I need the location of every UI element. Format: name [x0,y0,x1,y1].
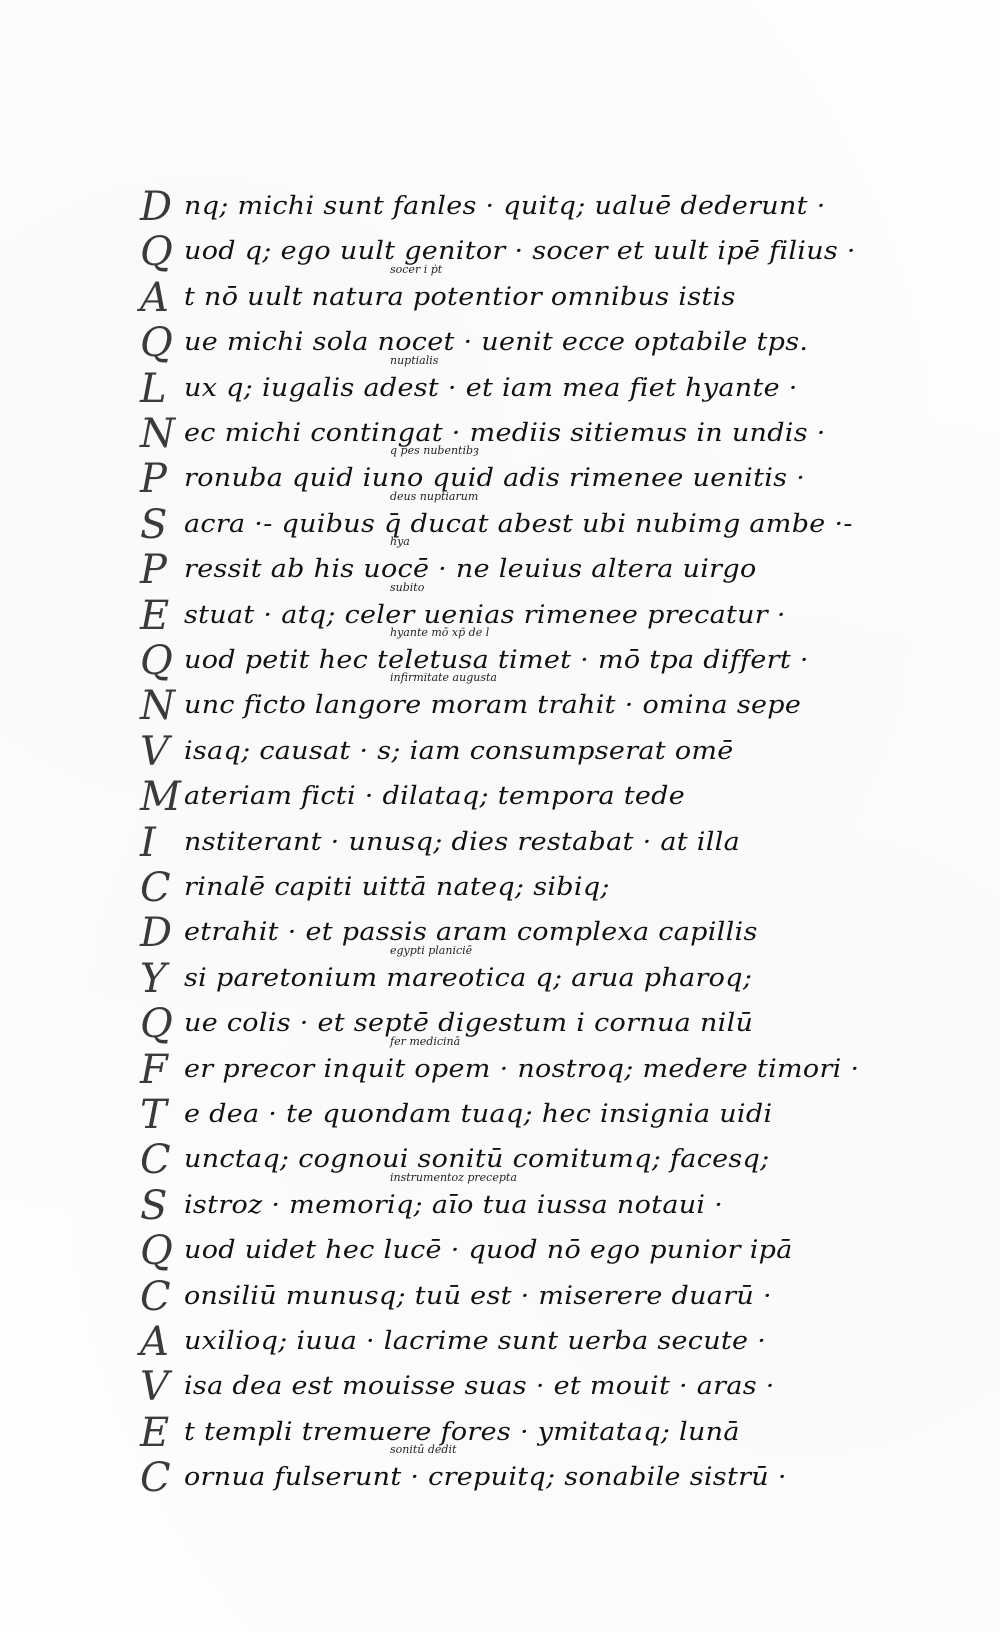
initial-letter: V [140,1364,169,1411]
interlinear-gloss: hyante mō xp̄ de l [390,626,490,639]
initial-letter: A [140,1319,169,1365]
line-text: ornua fulserunt · crepuitq; sonabile sistrū · [184,1463,787,1492]
manuscript-line [140,185,960,231]
line-text: ec michi contingat · mediis sitiemus in undis · [184,418,826,448]
initial-letter: Q [140,1001,173,1048]
line-text: isa dea est mouisse suas · et mouit · aras · [184,1372,775,1401]
manuscript-line [140,671,960,730]
line-text: istroz · memoriq; aīo tua iussa notaui · [184,1190,724,1220]
initial-letter: Q [140,1228,173,1275]
manuscript-line [140,821,960,867]
initial-letter: A [140,274,169,321]
manuscript-line [140,943,960,1003]
line-text: isaq; causat · s; iam consumpserat omē [184,736,734,766]
initial-letter: C [140,1137,171,1184]
manuscript-line [140,412,960,458]
line-text: etrahit · et passis aram complexa capillis [184,918,758,947]
interlinear-gloss: nuptialis [390,353,439,367]
manuscript-line [140,1034,960,1094]
manuscript-line [140,1170,960,1230]
line-text: er precor inquit opem · nostroq; medere timori · [184,1054,860,1084]
line-text: ue michi sola nocet · uenit ecce optabile tps. [184,328,809,357]
initial-letter: M [140,774,181,821]
initial-letter: S [140,501,168,548]
line-text: nq; michi sunt fanles · quitq; ualuē dederunt · [184,191,826,221]
manuscript-line [140,775,960,821]
manuscript-line [140,262,960,322]
manuscript-line [140,1093,960,1139]
manuscript-line [140,1229,960,1275]
initial-letter: Q [140,229,173,276]
line-text: t nō uult natura potentior omnibus istis [184,282,736,312]
interlinear-gloss: socer i ṗt [390,262,443,276]
manuscript-line [140,580,960,640]
interlinear-gloss: deus nuptiarum [390,489,479,503]
line-text: unctaq; cognoui sonitū comitumq; facesq; [184,1145,770,1174]
initial-letter: L [140,365,167,412]
interlinear-gloss: fer medicinā [390,1034,461,1048]
initial-letter: P [140,456,167,503]
initial-letter: C [140,865,171,911]
initial-letter: I [140,819,156,866]
initial-letter: F [140,1046,168,1093]
interlinear-gloss: egypti planiciē [390,943,473,957]
initial-letter: C [140,1455,171,1502]
initial-letter: N [140,683,175,730]
manuscript-line [140,230,960,276]
line-text: rinalē capiti uittā nateq; sibiq; [184,872,610,902]
manuscript-line [140,730,960,776]
initial-letter: E [140,1409,170,1456]
initial-letter: Q [140,320,173,367]
line-text: si paretonium mareotica q; arua pharoq; [184,963,753,993]
interlinear-gloss: sonitū dedit [390,1443,457,1457]
manuscript-line [140,1443,960,1502]
initial-letter: E [140,592,170,639]
initial-letter: Q [140,638,173,684]
manuscript-line [140,489,960,549]
line-text: ronuba quid iuno quid adis rimenee uenitis · [184,464,806,493]
initial-letter: P [140,547,167,594]
initial-letter: C [140,1273,171,1320]
manuscript-line [140,1138,960,1184]
line-text: nstiterant · unusq; dies restabat · at illa [184,827,740,857]
initial-letter: Y [140,955,167,1002]
line-text: ressit ab his uocē · ne leuius altera uirgo [184,555,757,584]
line-text: uod uidet hec lucē · quod nō ego punior ipā [184,1236,793,1265]
line-text: e dea · te quondam tuaq; hec insignia uidi [184,1099,773,1129]
manuscript-line [140,626,960,685]
manuscript-line [140,535,960,594]
interlinear-gloss: q p̄es nubentibȝ [390,444,479,458]
interlinear-gloss: instrumentoz precepta [390,1170,517,1184]
line-text: ateriam ficti · dilataq; tempora tede [184,782,686,811]
line-text: unc ficto langore moram trahit · omina sepe [184,691,802,720]
line-text: uod q; ego uult genitor · socer et uult ipē filius · [184,237,856,266]
line-text: ux q; iugalis adest · et iam mea fiet hyante · [184,373,798,403]
interlinear-gloss: hya [390,535,410,549]
manuscript-line [140,1275,960,1321]
interlinear-gloss: infirmitate augusta [390,671,497,685]
line-text: uxilioq; iuua · lacrime sunt uerba secute · [184,1326,767,1356]
manuscript-line [140,911,960,957]
manuscript-line [140,1002,960,1048]
manuscript-line [140,866,960,912]
initial-letter: D [140,184,173,230]
manuscript-line [140,1365,960,1411]
line-text: t templi tremuere fores · ymitataq; lunā [184,1417,740,1447]
line-text: onsiliū munusq; tuū est · miserere duarū · [184,1281,772,1311]
line-text: uod petit hec teletusa timet · mō tpa differt · [184,645,809,675]
manuscript-line [140,353,960,413]
manuscript-line [140,321,960,367]
manuscript-line [140,1411,960,1457]
initial-letter: D [140,910,173,957]
line-text: acra ·- quibus q̄ ducat abest ubi nubimg ambe ·- [184,509,853,539]
initial-letter: N [140,411,175,457]
manuscript-line [140,1320,960,1366]
initial-letter: T [140,1092,167,1138]
interlinear-gloss: subito [390,580,425,594]
initial-letter: S [140,1182,168,1229]
line-text: ue colis · et septē digestum i cornua nilū [184,1009,754,1038]
line-text: stuat · atq; celer uenias rimenee precatur · [184,600,786,630]
initial-letter: V [140,728,169,775]
manuscript-line [140,444,960,503]
